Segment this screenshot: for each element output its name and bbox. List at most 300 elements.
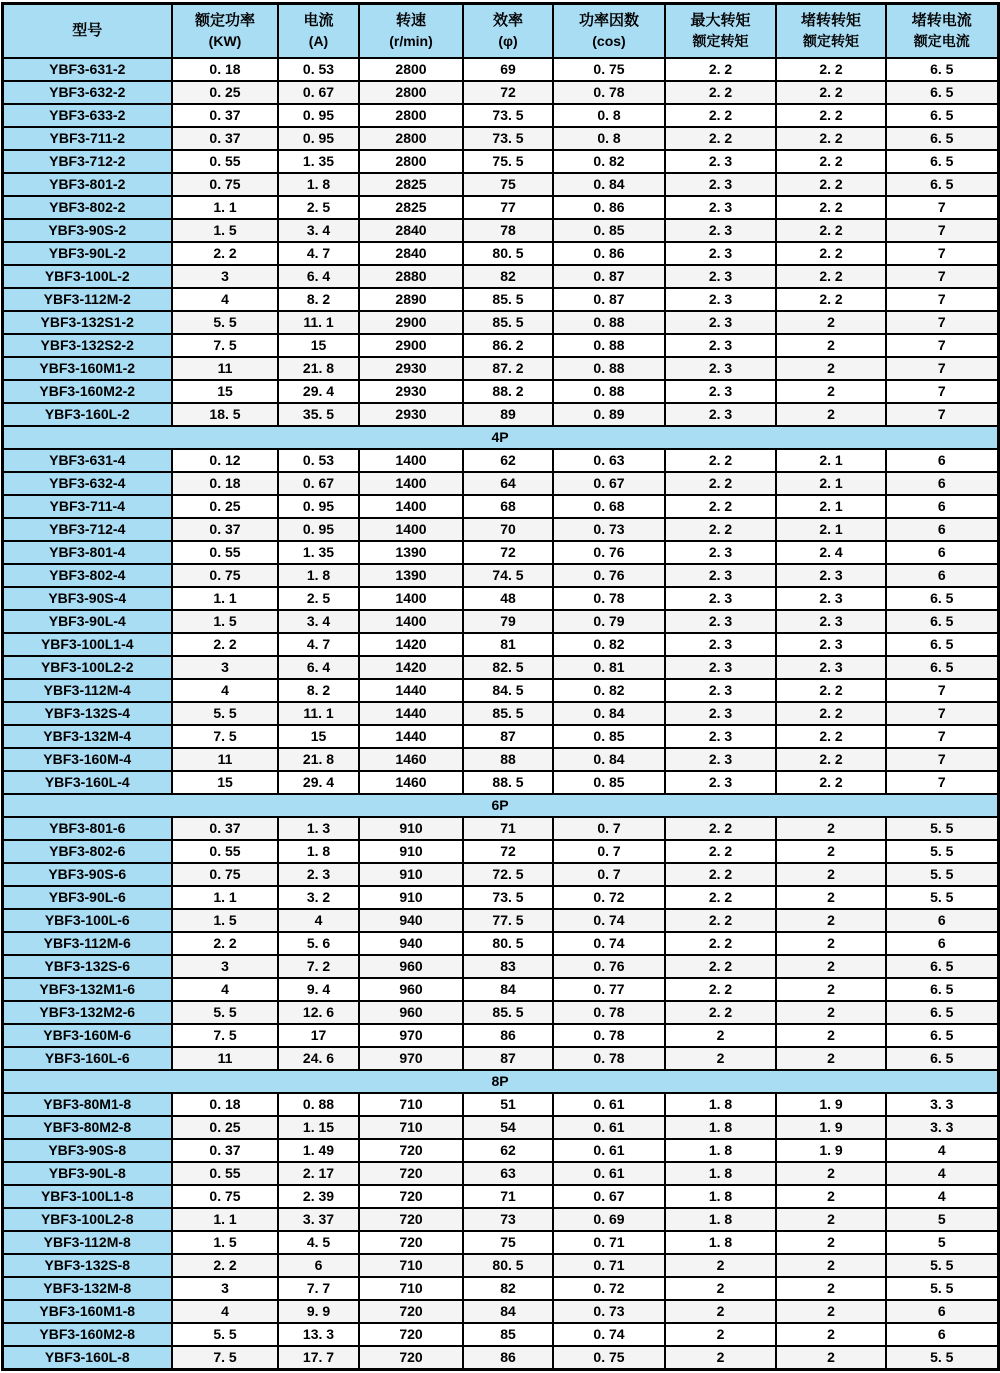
value-cell: 15 xyxy=(278,334,359,357)
value-cell: 720 xyxy=(359,1139,463,1162)
value-cell: 2. 2 xyxy=(776,219,886,242)
value-cell: 11. 1 xyxy=(278,702,359,725)
value-cell: 2 xyxy=(776,886,886,909)
value-cell: 3. 3 xyxy=(886,1116,998,1139)
table-row xyxy=(2,1116,998,1139)
value-cell: 6. 5 xyxy=(886,610,998,633)
value-cell: 2930 xyxy=(359,403,463,426)
value-cell: 84 xyxy=(463,978,553,1001)
value-cell: 6. 5 xyxy=(886,81,998,104)
value-cell: 1. 49 xyxy=(278,1139,359,1162)
value-cell: 18. 5 xyxy=(172,403,278,426)
value-cell: 2. 1 xyxy=(776,495,886,518)
value-cell: 6. 5 xyxy=(886,150,998,173)
value-cell: 2800 xyxy=(359,127,463,150)
value-cell: 0. 86 xyxy=(553,242,665,265)
value-cell: 5. 5 xyxy=(172,1001,278,1024)
value-cell: 88. 5 xyxy=(463,771,553,794)
value-cell: 0. 88 xyxy=(553,380,665,403)
value-cell: 87 xyxy=(463,1047,553,1070)
value-cell: 0. 82 xyxy=(553,633,665,656)
column-header-line1: 型号 xyxy=(72,21,103,39)
column-header-line2: (cos) xyxy=(592,32,626,49)
value-cell: 9. 9 xyxy=(278,1300,359,1323)
value-cell: 710 xyxy=(359,1093,463,1116)
value-cell: 74. 5 xyxy=(463,564,553,587)
value-cell: 0. 71 xyxy=(553,1231,665,1254)
value-cell: 1390 xyxy=(359,541,463,564)
value-cell: 5. 5 xyxy=(886,1277,998,1300)
table-row xyxy=(2,495,998,518)
value-cell: 2. 3 xyxy=(665,242,776,265)
value-cell: 5. 5 xyxy=(886,886,998,909)
value-cell: 2. 2 xyxy=(776,104,886,127)
value-cell: 5. 5 xyxy=(886,1346,998,1370)
value-cell: 70 xyxy=(463,518,553,541)
value-cell: 1. 5 xyxy=(172,909,278,932)
value-cell: 71 xyxy=(463,817,553,840)
model-cell: YBF3-100L-6 xyxy=(2,909,172,932)
table-row xyxy=(2,725,998,748)
value-cell: 0. 88 xyxy=(553,357,665,380)
value-cell: 2930 xyxy=(359,357,463,380)
value-cell: 2. 2 xyxy=(776,242,886,265)
value-cell: 87 xyxy=(463,725,553,748)
value-cell: 2. 2 xyxy=(665,1001,776,1024)
value-cell: 2. 3 xyxy=(665,150,776,173)
value-cell: 6 xyxy=(886,449,998,472)
model-cell: YBF3-80M2-8 xyxy=(2,1116,172,1139)
value-cell: 2 xyxy=(665,1323,776,1346)
value-cell: 0. 85 xyxy=(553,771,665,794)
table-row xyxy=(2,886,998,909)
value-cell: 2. 3 xyxy=(665,219,776,242)
value-cell: 89 xyxy=(463,403,553,426)
value-cell: 75 xyxy=(463,173,553,196)
value-cell: 0. 86 xyxy=(553,196,665,219)
value-cell: 6. 5 xyxy=(886,1047,998,1070)
table-row xyxy=(2,679,998,702)
model-cell: YBF3-100L1-8 xyxy=(2,1185,172,1208)
value-cell: 0. 61 xyxy=(553,1116,665,1139)
value-cell: 2. 2 xyxy=(665,955,776,978)
table-row xyxy=(2,1001,998,1024)
value-cell: 2. 3 xyxy=(665,541,776,564)
value-cell: 2. 3 xyxy=(776,587,886,610)
table-row xyxy=(2,127,998,150)
value-cell: 2. 3 xyxy=(665,196,776,219)
value-cell: 81 xyxy=(463,633,553,656)
value-cell: 7 xyxy=(886,196,998,219)
value-cell: 2. 2 xyxy=(665,127,776,150)
value-cell: 4. 5 xyxy=(278,1231,359,1254)
column-header-line1: 电流 xyxy=(303,12,334,30)
value-cell: 2. 2 xyxy=(776,771,886,794)
table-row xyxy=(2,1346,998,1370)
value-cell: 5. 5 xyxy=(886,863,998,886)
value-cell: 8. 2 xyxy=(278,679,359,702)
table-row xyxy=(2,357,998,380)
value-cell: 2. 3 xyxy=(665,403,776,426)
value-cell: 4 xyxy=(886,1162,998,1185)
table-row xyxy=(2,817,998,840)
value-cell: 2. 3 xyxy=(665,265,776,288)
value-cell: 2 xyxy=(776,403,886,426)
value-cell: 6. 4 xyxy=(278,265,359,288)
value-cell: 80. 5 xyxy=(463,932,553,955)
value-cell: 6. 5 xyxy=(886,587,998,610)
section-header-row-4P xyxy=(2,426,998,449)
value-cell: 84 xyxy=(463,1300,553,1323)
table-row xyxy=(2,1162,998,1185)
value-cell: 4 xyxy=(172,1300,278,1323)
value-cell: 2. 5 xyxy=(278,587,359,610)
value-cell: 24. 6 xyxy=(278,1047,359,1070)
value-cell: 0. 75 xyxy=(172,1185,278,1208)
value-cell: 2 xyxy=(776,1300,886,1323)
value-cell: 5. 5 xyxy=(172,311,278,334)
model-cell: YBF3-132S2-2 xyxy=(2,334,172,357)
table-row xyxy=(2,1208,998,1231)
table-row xyxy=(2,311,998,334)
value-cell: 2 xyxy=(776,334,886,357)
value-cell: 2 xyxy=(776,357,886,380)
value-cell: 0. 78 xyxy=(553,1024,665,1047)
value-cell: 6. 5 xyxy=(886,633,998,656)
value-cell: 2 xyxy=(776,1001,886,1024)
model-cell: YBF3-160L-8 xyxy=(2,1346,172,1370)
value-cell: 2. 2 xyxy=(776,81,886,104)
value-cell: 1. 3 xyxy=(278,817,359,840)
value-cell: 1400 xyxy=(359,472,463,495)
value-cell: 710 xyxy=(359,1116,463,1139)
value-cell: 0. 82 xyxy=(553,679,665,702)
column-header-7 xyxy=(776,4,886,59)
model-cell: YBF3-160M-4 xyxy=(2,748,172,771)
column-header-5 xyxy=(553,4,665,59)
value-cell: 6 xyxy=(886,564,998,587)
value-cell: 6 xyxy=(886,495,998,518)
value-cell: 910 xyxy=(359,817,463,840)
value-cell: 2 xyxy=(776,1231,886,1254)
value-cell: 4 xyxy=(278,909,359,932)
table-row xyxy=(2,242,998,265)
value-cell: 2 xyxy=(776,840,886,863)
model-cell: YBF3-112M-2 xyxy=(2,288,172,311)
value-cell: 2 xyxy=(776,1024,886,1047)
value-cell: 2 xyxy=(776,817,886,840)
value-cell: 7 xyxy=(886,771,998,794)
value-cell: 6. 5 xyxy=(886,173,998,196)
value-cell: 2. 3 xyxy=(665,725,776,748)
value-cell: 7. 5 xyxy=(172,1346,278,1370)
value-cell: 0. 74 xyxy=(553,909,665,932)
value-cell: 4 xyxy=(172,288,278,311)
value-cell: 7 xyxy=(886,311,998,334)
value-cell: 6. 5 xyxy=(886,104,998,127)
value-cell: 2825 xyxy=(359,173,463,196)
value-cell: 3. 4 xyxy=(278,610,359,633)
value-cell: 7 xyxy=(886,242,998,265)
table-row xyxy=(2,863,998,886)
value-cell: 4. 7 xyxy=(278,242,359,265)
column-header-1 xyxy=(172,4,278,59)
table-row xyxy=(2,1300,998,1323)
value-cell: 82. 5 xyxy=(463,656,553,679)
value-cell: 0. 18 xyxy=(172,58,278,81)
table-header xyxy=(2,4,998,59)
value-cell: 0. 95 xyxy=(278,518,359,541)
column-header-0 xyxy=(2,4,172,59)
value-cell: 2 xyxy=(665,1346,776,1370)
value-cell: 5 xyxy=(886,1231,998,1254)
value-cell: 0. 37 xyxy=(172,1139,278,1162)
value-cell: 1. 1 xyxy=(172,886,278,909)
value-cell: 0. 87 xyxy=(553,265,665,288)
table-row xyxy=(2,1185,998,1208)
value-cell: 2 xyxy=(665,1254,776,1277)
model-cell: YBF3-132M-4 xyxy=(2,725,172,748)
model-cell: YBF3-112M-4 xyxy=(2,679,172,702)
value-cell: 2. 3 xyxy=(665,633,776,656)
value-cell: 0. 25 xyxy=(172,1116,278,1139)
value-cell: 7. 2 xyxy=(278,955,359,978)
value-cell: 6. 5 xyxy=(886,58,998,81)
value-cell: 0. 67 xyxy=(553,1185,665,1208)
value-cell: 0. 74 xyxy=(553,932,665,955)
value-cell: 4 xyxy=(172,679,278,702)
value-cell: 72 xyxy=(463,840,553,863)
value-cell: 6 xyxy=(278,1254,359,1277)
value-cell: 85. 5 xyxy=(463,311,553,334)
value-cell: 720 xyxy=(359,1323,463,1346)
value-cell: 0. 76 xyxy=(553,541,665,564)
value-cell: 2 xyxy=(776,1208,886,1231)
value-cell: 2. 2 xyxy=(665,104,776,127)
value-cell: 85. 5 xyxy=(463,288,553,311)
value-cell: 0. 61 xyxy=(553,1162,665,1185)
value-cell: 0. 8 xyxy=(553,127,665,150)
value-cell: 2. 17 xyxy=(278,1162,359,1185)
model-cell: YBF3-160M2-8 xyxy=(2,1323,172,1346)
value-cell: 2800 xyxy=(359,150,463,173)
value-cell: 710 xyxy=(359,1254,463,1277)
value-cell: 0. 67 xyxy=(278,472,359,495)
value-cell: 2. 3 xyxy=(665,702,776,725)
value-cell: 0. 84 xyxy=(553,748,665,771)
value-cell: 2. 3 xyxy=(665,334,776,357)
value-cell: 2. 3 xyxy=(776,656,886,679)
value-cell: 64 xyxy=(463,472,553,495)
value-cell: 7 xyxy=(886,265,998,288)
value-cell: 85. 5 xyxy=(463,1001,553,1024)
header-row xyxy=(2,4,998,59)
value-cell: 6 xyxy=(886,909,998,932)
column-header-line2: (φ) xyxy=(498,32,518,49)
value-cell: 1400 xyxy=(359,587,463,610)
value-cell: 2 xyxy=(776,1277,886,1300)
model-cell: YBF3-160M1-2 xyxy=(2,357,172,380)
value-cell: 72 xyxy=(463,541,553,564)
value-cell: 0. 75 xyxy=(172,564,278,587)
value-cell: 6 xyxy=(886,472,998,495)
value-cell: 2. 2 xyxy=(172,633,278,656)
column-header-line1: 堵转转矩 xyxy=(800,12,861,30)
value-cell: 0. 12 xyxy=(172,449,278,472)
value-cell: 1. 5 xyxy=(172,219,278,242)
value-cell: 2. 3 xyxy=(665,311,776,334)
value-cell: 0. 55 xyxy=(172,541,278,564)
table-row xyxy=(2,702,998,725)
model-cell: YBF3-132S-6 xyxy=(2,955,172,978)
value-cell: 940 xyxy=(359,932,463,955)
value-cell: 0. 78 xyxy=(553,81,665,104)
value-cell: 6 xyxy=(886,541,998,564)
value-cell: 2. 3 xyxy=(665,357,776,380)
value-cell: 2 xyxy=(776,311,886,334)
value-cell: 0. 95 xyxy=(278,104,359,127)
value-cell: 2. 2 xyxy=(776,58,886,81)
model-cell: YBF3-711-2 xyxy=(2,127,172,150)
model-cell: YBF3-100L1-4 xyxy=(2,633,172,656)
value-cell: 7 xyxy=(886,702,998,725)
model-cell: YBF3-100L2-8 xyxy=(2,1208,172,1231)
value-cell: 2. 2 xyxy=(665,81,776,104)
value-cell: 2. 2 xyxy=(665,840,776,863)
value-cell: 940 xyxy=(359,909,463,932)
value-cell: 35. 5 xyxy=(278,403,359,426)
value-cell: 75. 5 xyxy=(463,150,553,173)
value-cell: 2. 3 xyxy=(665,380,776,403)
model-cell: YBF3-112M-8 xyxy=(2,1231,172,1254)
value-cell: 1. 8 xyxy=(665,1162,776,1185)
value-cell: 2 xyxy=(776,1047,886,1070)
section-header-row-6P xyxy=(2,794,998,817)
value-cell: 3 xyxy=(172,955,278,978)
value-cell: 2 xyxy=(776,932,886,955)
value-cell: 0. 78 xyxy=(553,587,665,610)
value-cell: 6. 5 xyxy=(886,978,998,1001)
model-cell: YBF3-90L-2 xyxy=(2,242,172,265)
column-header-line2: (KW) xyxy=(208,32,242,49)
column-header-4 xyxy=(463,4,553,59)
value-cell: 1. 35 xyxy=(278,150,359,173)
model-cell: YBF3-801-2 xyxy=(2,173,172,196)
value-cell: 79 xyxy=(463,610,553,633)
value-cell: 82 xyxy=(463,1277,553,1300)
value-cell: 7 xyxy=(886,219,998,242)
value-cell: 2. 2 xyxy=(776,150,886,173)
value-cell: 1400 xyxy=(359,449,463,472)
table-row xyxy=(2,1024,998,1047)
value-cell: 48 xyxy=(463,587,553,610)
value-cell: 2840 xyxy=(359,242,463,265)
value-cell: 0. 84 xyxy=(553,173,665,196)
value-cell: 5. 5 xyxy=(886,840,998,863)
value-cell: 0. 73 xyxy=(553,1300,665,1323)
table-row xyxy=(2,1323,998,1346)
value-cell: 0. 37 xyxy=(172,127,278,150)
value-cell: 2. 2 xyxy=(776,679,886,702)
value-cell: 2840 xyxy=(359,219,463,242)
value-cell: 7 xyxy=(886,334,998,357)
value-cell: 4. 7 xyxy=(278,633,359,656)
value-cell: 2 xyxy=(776,380,886,403)
section-label: 6P xyxy=(2,794,998,817)
value-cell: 82 xyxy=(463,265,553,288)
value-cell: 0. 7 xyxy=(553,863,665,886)
value-cell: 68 xyxy=(463,495,553,518)
value-cell: 0. 37 xyxy=(172,104,278,127)
table-row xyxy=(2,656,998,679)
value-cell: 1. 8 xyxy=(665,1139,776,1162)
value-cell: 1420 xyxy=(359,633,463,656)
value-cell: 0. 18 xyxy=(172,472,278,495)
value-cell: 2. 2 xyxy=(665,863,776,886)
column-header-line2: 额定电流 xyxy=(913,32,970,49)
value-cell: 2. 2 xyxy=(172,1254,278,1277)
model-cell: YBF3-631-4 xyxy=(2,449,172,472)
value-cell: 2. 3 xyxy=(776,564,886,587)
model-cell: YBF3-711-4 xyxy=(2,495,172,518)
table-row xyxy=(2,104,998,127)
value-cell: 1. 8 xyxy=(665,1185,776,1208)
value-cell: 960 xyxy=(359,955,463,978)
value-cell: 0. 7 xyxy=(553,840,665,863)
value-cell: 7 xyxy=(886,725,998,748)
value-cell: 63 xyxy=(463,1162,553,1185)
value-cell: 0. 79 xyxy=(553,610,665,633)
value-cell: 2. 2 xyxy=(776,127,886,150)
value-cell: 77. 5 xyxy=(463,909,553,932)
table-row xyxy=(2,564,998,587)
value-cell: 2880 xyxy=(359,265,463,288)
value-cell: 2900 xyxy=(359,334,463,357)
value-cell: 0. 76 xyxy=(553,564,665,587)
value-cell: 1420 xyxy=(359,656,463,679)
value-cell: 51 xyxy=(463,1093,553,1116)
value-cell: 2. 5 xyxy=(278,196,359,219)
value-cell: 12. 6 xyxy=(278,1001,359,1024)
value-cell: 1400 xyxy=(359,610,463,633)
value-cell: 0. 68 xyxy=(553,495,665,518)
value-cell: 0. 88 xyxy=(553,334,665,357)
value-cell: 2. 3 xyxy=(665,771,776,794)
value-cell: 2 xyxy=(776,1162,886,1185)
value-cell: 2. 2 xyxy=(665,817,776,840)
value-cell: 0. 87 xyxy=(553,288,665,311)
column-header-line1: 堵转电流 xyxy=(911,12,972,30)
value-cell: 0. 82 xyxy=(553,150,665,173)
value-cell: 88 xyxy=(463,748,553,771)
value-cell: 0. 37 xyxy=(172,817,278,840)
value-cell: 0. 78 xyxy=(553,1001,665,1024)
value-cell: 2. 3 xyxy=(665,288,776,311)
model-cell: YBF3-132S1-2 xyxy=(2,311,172,334)
value-cell: 2. 3 xyxy=(665,564,776,587)
table-row xyxy=(2,955,998,978)
value-cell: 0. 55 xyxy=(172,1162,278,1185)
value-cell: 0. 61 xyxy=(553,1139,665,1162)
value-cell: 2800 xyxy=(359,104,463,127)
value-cell: 1400 xyxy=(359,518,463,541)
value-cell: 0. 95 xyxy=(278,127,359,150)
column-header-6 xyxy=(665,4,776,59)
value-cell: 15 xyxy=(278,725,359,748)
value-cell: 2. 39 xyxy=(278,1185,359,1208)
table-row xyxy=(2,1139,998,1162)
value-cell: 1390 xyxy=(359,564,463,587)
